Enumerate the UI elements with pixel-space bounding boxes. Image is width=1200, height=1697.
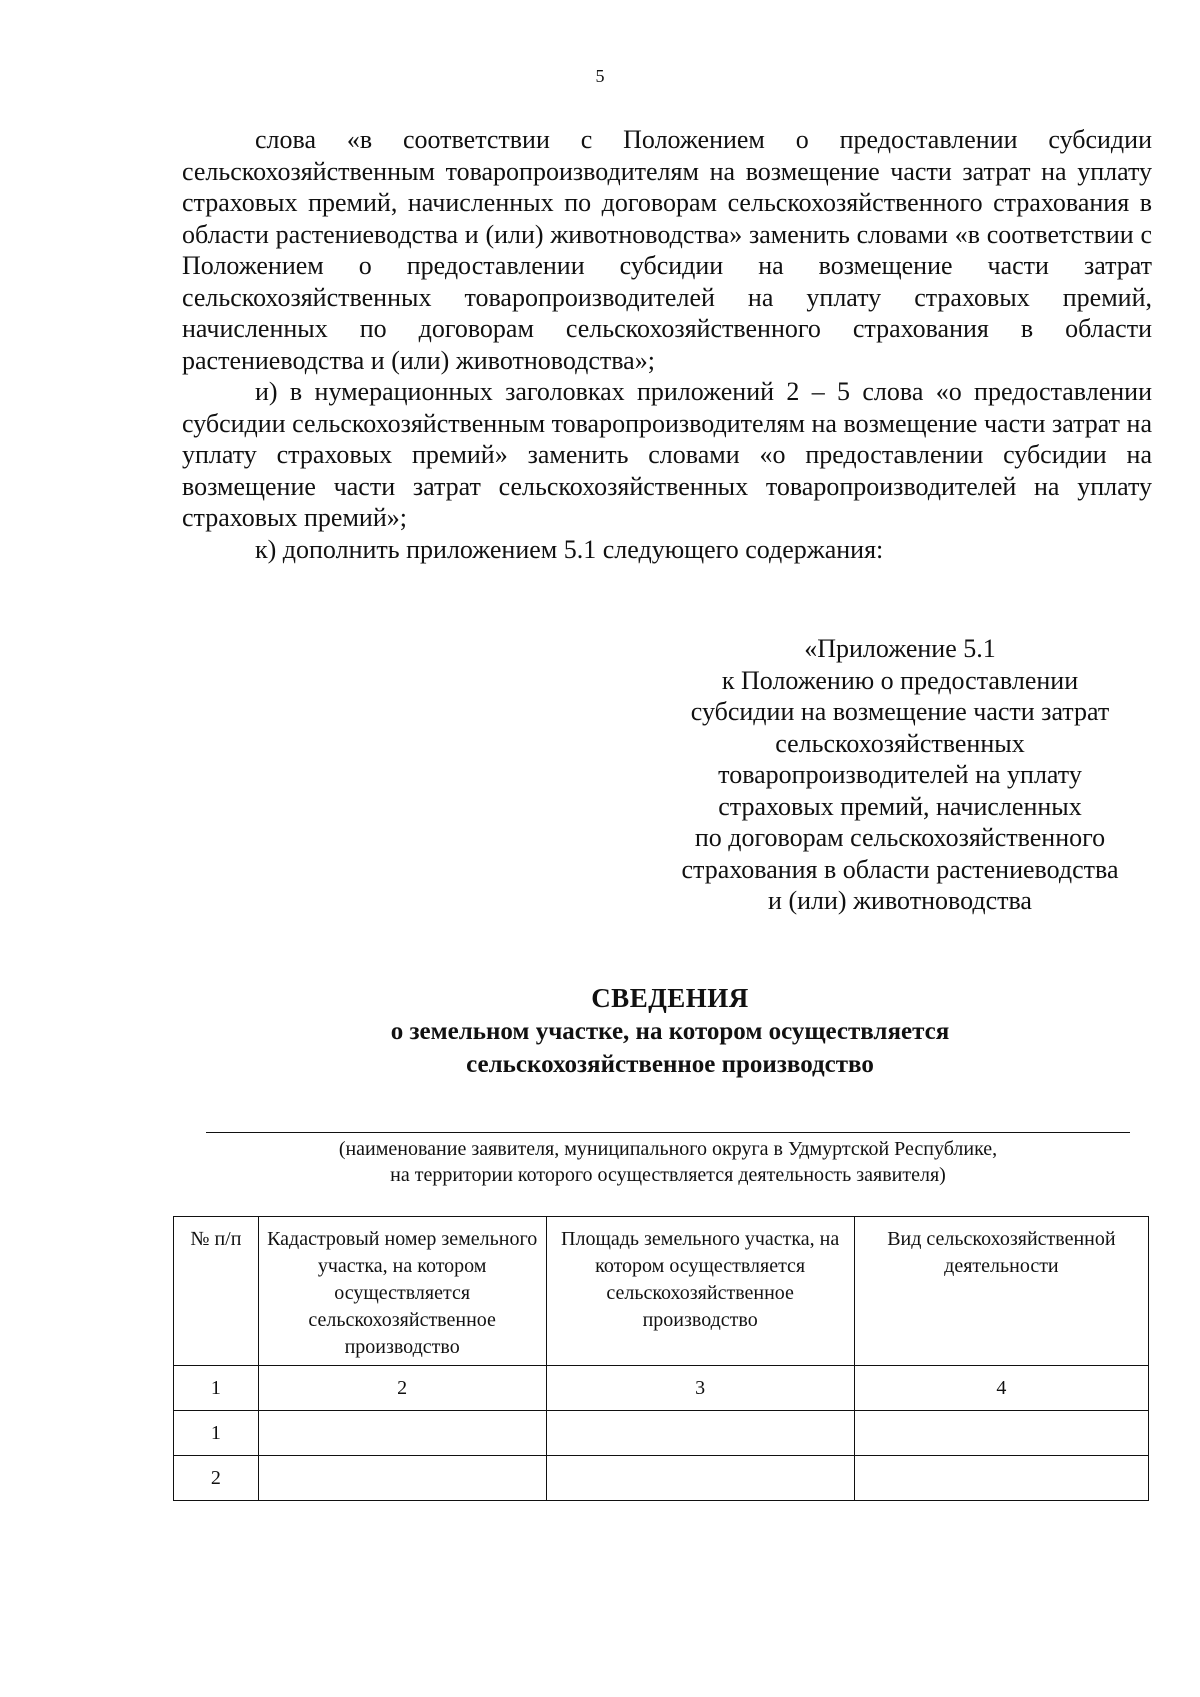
body-text [182,124,1152,565]
appendix-line: субсидии на возмещение части затрат [690,697,1110,726]
applicant-caption [206,1136,1130,1188]
paragraph: к) дополнить приложением 5.1 следующего содержания: [255,534,884,564]
paragraph: и) в нумерационных заголовках приложений 2 – 5 слова «о предоставлении субсидии сельскохозяйственным товаропроизводителям на возмещение части затрат на уплату страховых премий» заменить словами «о предоставлении субсидии на возмещение части затрат сельскохозяйственных товаропроизводителей на уплату страховых премий»; [182,377,1152,532]
header-number: № п/п [174,1217,259,1366]
header-activity-type: Вид сельскохозяйственной деятельности [854,1217,1148,1366]
heading-subtitle-line: о земельном участке, на котором осуществляется [390,1018,950,1045]
column-number-row [174,1366,1149,1411]
heading-subtitle-line: сельскохозяйственное производство [466,1051,874,1078]
appendix-line: сельскохозяйственных [775,728,1025,758]
table-cell [854,1456,1148,1501]
appendix-line: «Приложение 5.1 [804,634,996,663]
paragraph: слова «в соответствии с Положением о предоставлении субсидии сельскохозяйственным товаропроизводителям на возмещение части затрат на уплату страховых премий, начисленных по договорам сельскохозяйственного страхования в области растениеводства и (или) животноводства» заменить словами «в соответствии с Положением о предоставлении субсидии на возмещение части затрат сельскохозяйственных товаропроизводителей на уплату страховых премий, начисленных по договорам сельскохозяйственного страхования в области растениеводства и (или) животноводства»; [182,125,1152,375]
row-number: 2 [174,1456,259,1501]
table-cell [546,1411,854,1456]
column-number: 2 [258,1366,546,1411]
appendix-line: к Положению о предоставлении [721,665,1079,695]
table-header-row [174,1217,1149,1366]
appendix-line: товаропроизводителей на уплату [718,760,1082,789]
land-plot-table-wrapper [173,1216,1149,1501]
page-number: 5 [595,66,605,86]
document-heading [0,982,1200,1081]
column-number: 4 [854,1366,1148,1411]
caption-line: (наименование заявителя, муниципального округа в Удмуртской Республике, [338,1138,998,1160]
row-number: 1 [174,1411,259,1456]
caption-line: на территории которого осуществляется деятельность заявителя) [390,1164,946,1186]
appendix-line: по договорам сельскохозяйственного [694,823,1106,852]
header-plot-area: Площадь земельного участка, на котором осуществляется сельскохозяйственное производство [546,1217,854,1366]
appendix-line: страхования в области растениеводства [681,854,1119,884]
table-row [174,1456,1149,1501]
table-cell [258,1411,546,1456]
appendix-line: и (или) животноводства [768,886,1032,915]
table-row [174,1411,1149,1456]
applicant-fill-line [206,1132,1130,1133]
column-number: 3 [546,1366,854,1411]
table-cell [258,1456,546,1501]
column-number: 1 [174,1366,259,1411]
appendix-header [640,633,1160,917]
heading-title: СВЕДЕНИЯ [591,983,749,1013]
header-cadastral-number: Кадастровый номер земельного участка, на котором осуществляется сельскохозяйственное производство [258,1217,546,1366]
appendix-line: страховых премий, начисленных [718,791,1082,821]
table-cell [854,1411,1148,1456]
table-cell [546,1456,854,1501]
land-plot-table [173,1216,1149,1501]
